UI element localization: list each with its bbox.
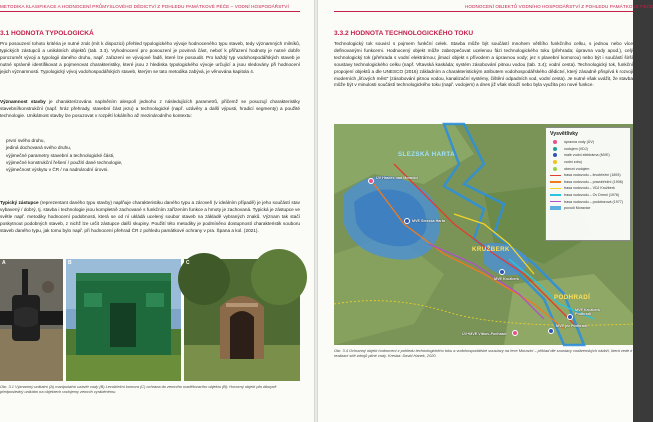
legend-label: úpravna vody (ÚV): [564, 140, 594, 145]
legend-label: vodní zdroj: [564, 160, 582, 165]
map-legend: [545, 127, 631, 241]
list-item: výjimečné parametry stavební a technologické části,: [6, 152, 115, 158]
valve-illustration: [0, 259, 63, 381]
legend-swatch: [553, 140, 557, 144]
typical-paragraph: [0, 200, 300, 235]
typical-text: (reprezentant daného typu stavby) naplňuje charakteristiku daného typu a zároveň (v ideálním případě) je jeho součástí stav vybavený / dobrý, tj. stavba i technologie jsou kompletně zachované s funkčním zařízením funkce a hmoty je zachovaná. Typická je zástupce ve světle např. metodiky hodnocení podobnosti, která se od ní ukládá ucelený soubor staveb na základě vybraných znaků. Význam tak stačí poskytnout podobných staveb, z nichž lze určit zástupce další skupiny. Použití této metodiky je podmíněno dostupností charakteristik souboru staveb daného typu, jak tomu bylo např. při hodnocení přehrad ČR z pohledu památkové ochrany v pra. Špana a kol. (2021).: [0, 200, 300, 233]
map-note: MVE jez Podhradí: [556, 324, 587, 328]
legend-label: vodojem (VDJ): [564, 146, 588, 151]
legend-label: trasa vodovodu – podoborová (1977): [564, 199, 623, 204]
legend-item: [550, 192, 626, 199]
map-label-podhradi: PODHRADÍ: [554, 294, 591, 301]
legend-item: [550, 179, 626, 186]
right-page: [318, 0, 653, 422]
legend-label: trasa vodovodu – VDJ Kružberk: [564, 186, 615, 191]
legend-swatch: [550, 188, 561, 189]
water-system-map: [334, 124, 633, 345]
legend-label: povodí Moravice: [564, 206, 591, 211]
photo-tag-b: B: [68, 260, 72, 266]
figure-caption-left: Obr. 3.1 Významný unikátní (A) manipulační uzávěr vody (B) Levobřežní komora (C) ochrana do zemního rozdělovacího objektu (B): Hovorný objekt pfa útkoyně předposledný unikátní na objektech vodojemy zemníh vyráběnému.: [0, 384, 277, 395]
legend-swatch: [553, 153, 557, 157]
photo-tag-c: C: [186, 260, 190, 266]
section-heading: 3.3.2 HODNOTA TECHNOLOGICKÉHO TOKU: [334, 30, 474, 37]
legend-item: [550, 139, 626, 146]
map-note: MVE Slezská Harta: [412, 219, 445, 223]
legend-swatch: [550, 206, 561, 210]
legend-swatch: [553, 160, 557, 164]
map-note: MVE Kružberk: [494, 277, 519, 281]
legend-item: [550, 146, 626, 153]
photo-brick-entrance: [184, 259, 300, 381]
legend-swatch: [550, 181, 561, 182]
legend-label: obecní vodojem: [564, 166, 590, 171]
legend-label: malé vodní elektrárna (MVE): [564, 153, 610, 158]
legend-label: trasa vodovodu – Ov Drmni (1976): [564, 193, 620, 198]
hydro-plant-marker: [404, 218, 410, 224]
legend-item: [550, 185, 626, 192]
legend-items: [550, 139, 626, 212]
legend-item: [550, 172, 626, 179]
left-page: [0, 0, 314, 422]
legend-item: [550, 159, 626, 166]
significance-paragraph: [0, 99, 300, 120]
typical-lead: Typický zástupce: [0, 200, 39, 205]
list-item: výjimečnost výskytu v ČR / na nadnárodní úrovni.: [6, 167, 109, 173]
running-head-rule: [0, 11, 300, 12]
map-label-slezska: SLEZSKÁ HARTA: [398, 151, 455, 158]
intro-paragraph: Pro posouzení tohoto kritéria je nutné znát (mít k dispozici) přehled typologického vývoje hodnoceného typu staveb, tedy významných milníků, typických zástupců a unikátních objektů (tab. 3.3). Vyhodnocení pro posouzení je povinná část, neboť k přiřazení hodnoty je nutné dobře porozumět vývoji a typologii daného druhu, např. zařazení ve vývojové řadě, které lze posoudit. Pro každý typ vodohospodářských staveb je nutné správně identifikovat a pojmenovat charakteristiky, které jsou z hlediska typologického vývoje určující a jsou sledovány při hodnocení jejich významnosti. Typologický vývoj vodohospodářských staveb, kterým se tato metodika zabývá, je věnována kapitola 4.: [0, 41, 300, 74]
legend-swatch: [550, 194, 561, 195]
list-item: první svého druhu,: [6, 138, 45, 143]
legend-swatch: [553, 147, 557, 151]
entrance-illustration: [184, 259, 300, 381]
map-note: MVE Kružberk Podhradí: [575, 308, 600, 317]
legend-title: Vysvětlivky: [550, 131, 579, 137]
list-item: výjimečné konstrukční řešení / použití dané technologie,: [6, 159, 123, 165]
section-heading: 3.1 HODNOTA TYPOLOGICKÁ: [0, 30, 94, 37]
running-head-left: METODIKA KLASIFIKACE A HODNOCENÍ PRŮMYSLOVÉHO DĚDICTVÍ Z POHLEDU PAMÁTKOVÉ PÉČE – VODNÍ HOSPODÁŘSTVÍ: [0, 4, 289, 9]
legend-item: [550, 165, 626, 172]
legend-swatch: [550, 175, 561, 176]
legend-item: [550, 205, 626, 212]
water-treatment-marker: [368, 178, 374, 184]
legend-label: trasa vodovodu – pravobřežní (1906): [564, 179, 623, 184]
significance-lead: Významnost stavby: [0, 99, 46, 104]
running-head-right: HODNOCENÍ OBJEKTŮ VODNÍHO HOSPODÁŘSTVÍ Z POHLEDU PAMÁTKOVÉ PÉČE: [465, 4, 653, 9]
criteria-list: [6, 137, 122, 173]
legend-label: trasa vodovodu – levobřežní (1893): [564, 173, 621, 178]
hydro-plant-marker: [499, 269, 505, 275]
map-note: ÚV Hradec nad Moravicí: [376, 176, 419, 180]
legend-swatch: [553, 167, 557, 171]
photo-tag-a: A: [2, 260, 6, 266]
photo-green-building: [66, 259, 181, 381]
map-note: ÚV+MVE Vítkov-Podhradí: [462, 332, 507, 336]
hydro-plant-marker: [567, 314, 573, 320]
legend-item: [550, 198, 626, 205]
photo-valve: [0, 259, 63, 381]
legend-item: [550, 152, 626, 159]
significance-text: je charakterizována naplněním alespoň jednoho z následujících parametrů, přičemž se posuzují charakteristiky stavební/konstrukční (např. hráz přehrady, stavební část jezu) a technologické (např. uzávěry a další výpusti, hradicí segmenty) a použité technologie. Unikátnost stavby lze posuzovat v rozpětí lokálního až mezinárodního kontextu:: [0, 99, 300, 118]
list-item: jediná dochovaná svého druhu,: [6, 145, 72, 151]
figure-caption-right: Obr. 3.4 Ochranný objekt hodnocení z pohledu technologického toku a vodohospodářské soustavy na řece Moravici – příklad dle soustavy vodárenských nádrží, která vede k realizaci sítě zdrojů pitné vody. Kresba: David Hanek, 2020.: [334, 348, 633, 359]
flow-paragraph: Technologický tok souvisí s pojmem funkční celek. Stavba může být součástí mnohem většího funkčního celku, s jednou nebo více definovanými funkcemi. Hodnocený objekt může zabezpečovat ucelenou fázi technologického toku (přehrada; úpravna vody apod.), celý technologický tok (přehrada s vodní elektrárnou; jímací objekt s přívodem a úpravnou vody; jez s plavební komorou) nebo být i součástí širší soustavy technologického celku (např. Vltavská kaskáda; systém zásobování pitnou vodou (tab. 3.4); vodní cesta). Technologický tok, funkční propojení objektů a dle UNESCO (2016) základním a charakteristickým atributem vodohospodářského dědictví, který zásadně přispívá k rozvoji moderních „liťových měst“ (zásobování pitnou vodou, kanalizační systémy, čištění odpadních vod, vodní cesta). Je nutné však uvážit, že stavba může být v minulosti součástí technologického toku (např. vodojem) a dnes již však slouží nebo byla využita pro nové funkce.: [334, 41, 633, 88]
building-illustration: [66, 259, 181, 381]
hydro-plant-marker: [548, 328, 554, 334]
map-label-kruzberk: KRUŽBERK: [472, 246, 510, 253]
running-head-rule: [334, 11, 633, 12]
legend-swatch: [550, 201, 561, 202]
